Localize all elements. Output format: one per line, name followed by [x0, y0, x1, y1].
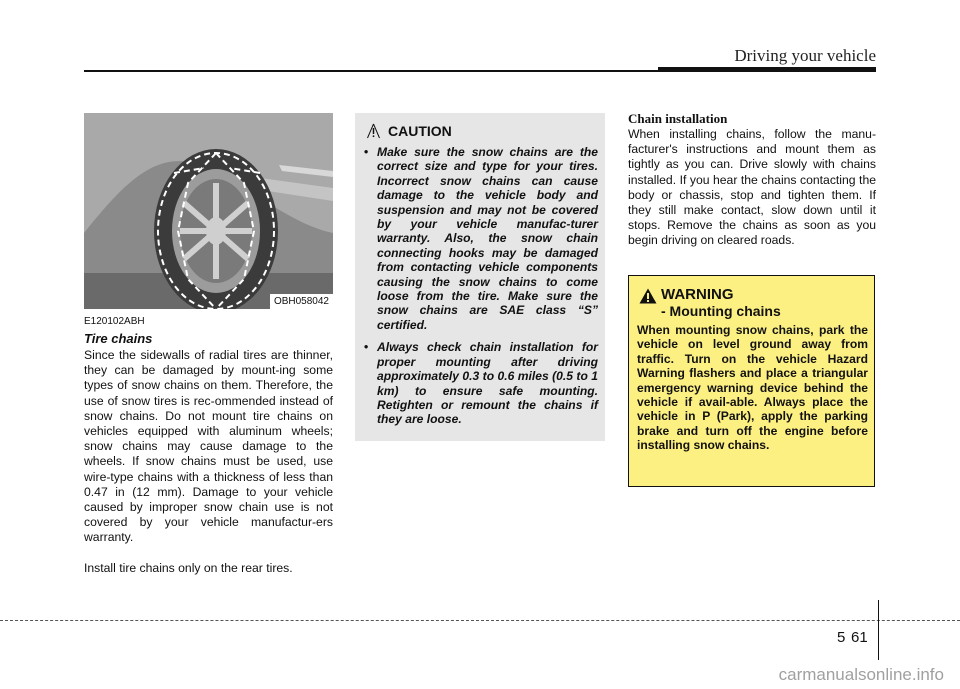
caution-triangle-icon [367, 123, 380, 139]
header-rule-accent [658, 67, 876, 72]
watermark: carmanualsonline.info [778, 665, 944, 684]
tire-chains-heading: Tire chains [84, 331, 153, 346]
caution-box [355, 113, 605, 441]
caution-item [363, 145, 598, 332]
footer-divider [0, 620, 960, 621]
warning-title: WARNING [661, 286, 734, 303]
caution-item-text: Make sure the snow chains are the correct size and type for your tires. Incorrect snow chains can cause damage to the vehicle body and suspension and may not be covered by your vehicle manufac-turer warranty. Also, the snow chain connecting hooks may be damaged from contacting vehicle components causing the snow chains to come loose from the tire. Make sure the snow chains are SAE class “S” certified. [377, 145, 598, 332]
caution-header [367, 122, 452, 140]
warning-box [628, 275, 875, 487]
caution-list [363, 145, 598, 435]
bullet: • [364, 340, 369, 355]
figure-label: OBH058042 [270, 294, 333, 309]
tire-chain-illustration [84, 113, 333, 309]
page-number: 61 [851, 629, 868, 646]
rear-tires-note: Install tire chains only on the rear tires. [84, 561, 293, 575]
chain-installation-heading: Chain installation [628, 111, 728, 126]
warning-triangle-icon [639, 288, 657, 304]
bullet: • [364, 145, 369, 159]
warning-text: When mounting snow chains, park the vehicle on level ground away from traffic. Turn on the vehicle Hazard Warning flashers and place a triangular emergency warning device behind the vehicle if avail-able. Always place the vehicle in P (Park), apply the parking brake and turn off the engine before installing snow chains. [637, 323, 868, 453]
header-title: Driving your vehicle [734, 46, 876, 65]
caution-item-text: Always check chain installation for proper mounting after driving approximately 0.3 to 0.6 miles (0.5 to 1 km) to ensure safe mounting. Retighten or remount the chains if they are loose. [377, 340, 598, 427]
caution-item [363, 340, 598, 426]
warning-subtitle: - Mounting chains [661, 303, 781, 319]
chain-installation-paragraph: When installing chains, follow the manu-facturer's instructions and mount them as tightly as you can. Drive slowly with chains installed. If you hear the chains contacting the body or chassis, stop and tighten them. If they still make contact, slow down until it stops. Remove the chains as soon as you begin driving on cleared roads. [628, 127, 876, 248]
tire-chain-drawing [84, 113, 333, 309]
caution-title: CAUTION [388, 123, 452, 139]
section-code: E120102ABH [84, 316, 145, 327]
chapter-number: 5 [837, 629, 846, 646]
page-number-divider [878, 600, 879, 660]
tire-chains-paragraph: Since the sidewalls of radial tires are thinner, they can be damaged by mount-ing some types of snow chains on them. Therefore, the use of snow tires is rec-ommended instead of snow chains. Do not mount tire chains on vehicles equipped with aluminum wheels; snow chains may cause damage to the wheels. If snow chains must be used, use wire-type chains with a thickness of less than 0.47 in (12 mm). Damage to your vehicle caused by improper snow chain use is not covered by your vehicle manufactur-ers warranty. [84, 348, 333, 545]
